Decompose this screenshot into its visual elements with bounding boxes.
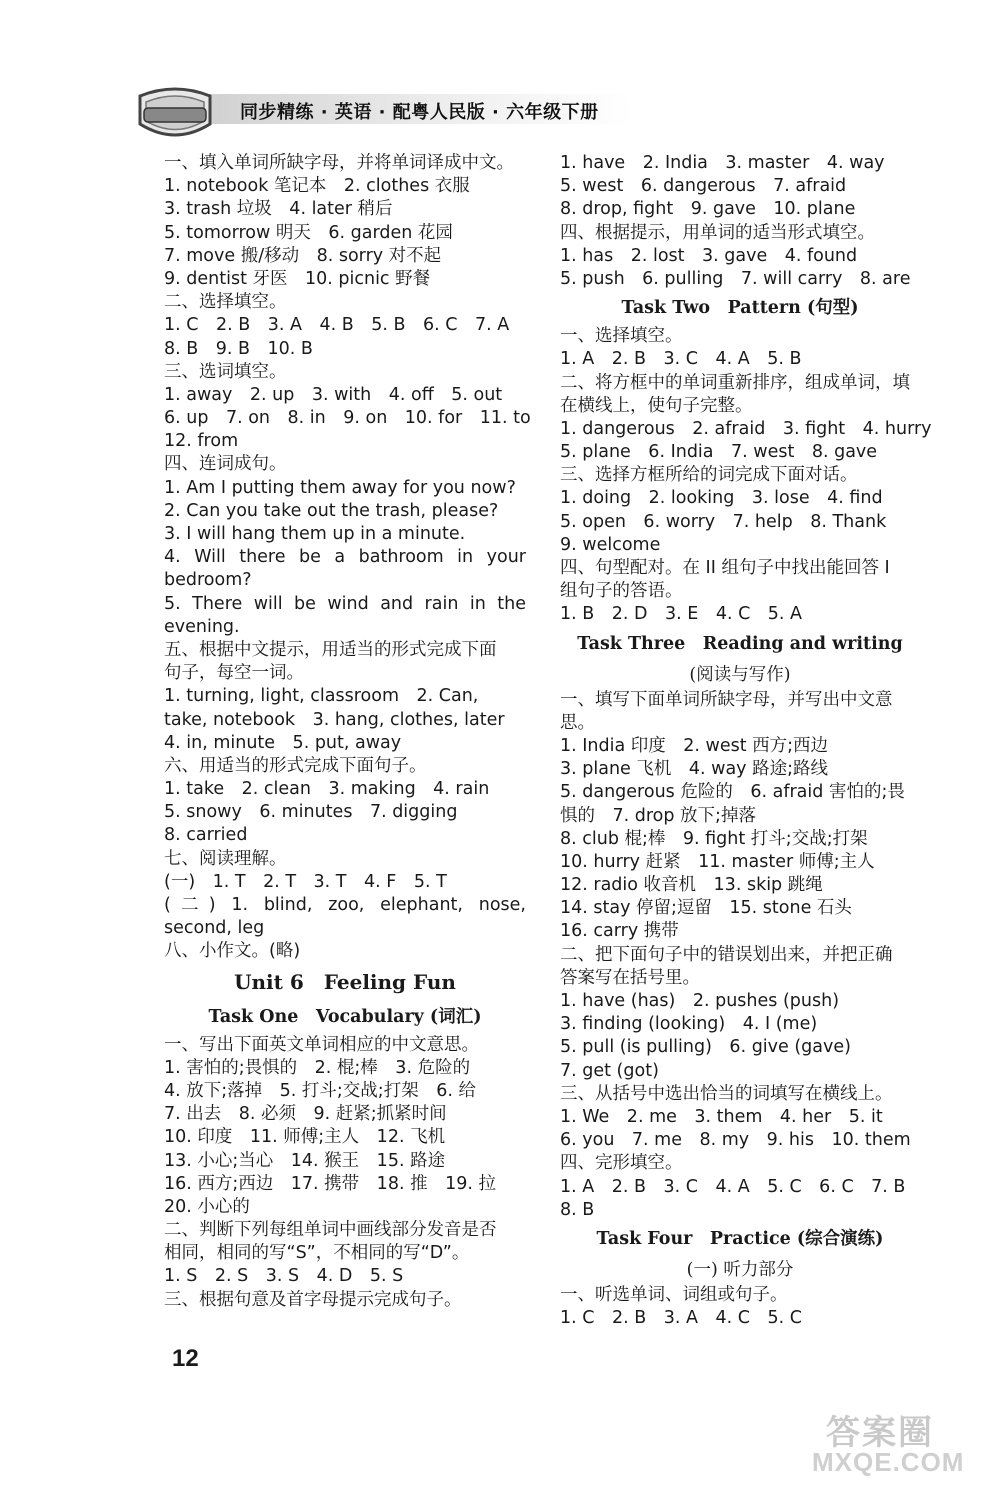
answer-line: 1. B 2. D 3. E 4. C 5. A [560, 604, 803, 625]
answer-line: 2. Can you take out the trash, please? [164, 500, 499, 521]
section-heading: 四、根据提示，用单词的适当形式填空。 [560, 222, 875, 243]
answer-line: 14. stay 停留;逗留 15. stone 石头 [560, 898, 852, 919]
section-heading: 三、根据句意及首字母提示完成句子。 [164, 1289, 462, 1310]
answer-line: 1. C 2. B 3. A 4. B 5. B 6. C 7. A [164, 315, 510, 336]
answer-line: 1. have (has) 2. pushes (push) [560, 991, 840, 1011]
task-subtitle: (阅读与写作) [689, 664, 791, 685]
answer-line: 12. radio 收音机 13. skip 跳绳 [560, 875, 823, 896]
section-heading: 四、完形填空。 [560, 1153, 683, 1174]
answer-line: 8. B [560, 1199, 595, 1220]
book-title: 同步精练 · 英语 · 配粤人民版 · 六年级下册 [240, 102, 599, 123]
section-heading: 一、填写下面单词所缺字母，并写出中文意 [560, 689, 893, 710]
section-heading: 六、用适当的形式完成下面句子。 [164, 755, 427, 776]
section-heading: 七、阅读理解。 [164, 848, 287, 869]
answer-line: 3. trash 垃圾 4. later 稍后 [164, 199, 393, 220]
site-watermark [800, 1405, 990, 1475]
answer-line: 16. carry 携带 [560, 921, 679, 942]
answer-line: (一) 1. T 2. T 3. T 4. F 5. T [164, 871, 447, 892]
task-title: Task Three Reading and writing [577, 633, 903, 654]
section-heading: 三、选词填空。 [164, 361, 287, 382]
section-heading: 二、将方框中的单词重新排序，组成单词，填 [560, 372, 910, 393]
watermark-url: MXQE.COM [812, 1447, 965, 1477]
answer-line: 1. has 2. lost 3. gave 4. found [560, 245, 858, 266]
answer-line: 10. hurry 赶紧 11. master 师傅;主人 [560, 851, 875, 872]
answer-line: 6. you 7. me 8. my 9. his 10. them [560, 1130, 911, 1151]
answer-line: 3. I will hang them up in a minute. [164, 524, 466, 544]
answer-line: 1. away 2. up 3. with 4. off 5. out [164, 384, 503, 405]
answer-line: 1. turning, light, classroom 2. Can, [164, 686, 479, 707]
answer-line: 4. Will there be a bathroom in your [164, 547, 526, 568]
answer-line: 1. India 印度 2. west 西方;西边 [560, 735, 829, 756]
answer-line: 8. club 棍;棒 9. fight 打斗;交战;打架 [560, 828, 868, 849]
section-heading: 一、填入单词所缺字母，并将单词译成中文。 [164, 153, 514, 173]
section-heading: 八、小作文。(略) [164, 941, 301, 962]
task-title: Task Two Pattern (句型) [621, 298, 859, 319]
answer-line: 1. take 2. clean 3. making 4. rain [164, 779, 490, 800]
answer-line: 1. C 2. B 3. A 4. C 5. C [560, 1308, 802, 1329]
answer-line: 5. tomorrow 明天 6. garden 花园 [164, 222, 453, 243]
answer-line: 5. There will be wind and rain in the [164, 593, 526, 614]
section-heading: 二、选择填空。 [164, 292, 287, 313]
section-heading: 思。 [560, 712, 595, 733]
answer-line: 16. 西方;西边 17. 携带 18. 推 19. 拉 [164, 1173, 496, 1194]
page-number: 12 [172, 1345, 199, 1372]
watermark-brand: 答案圈 [826, 1413, 934, 1453]
answer-line: (二) 1. blind, zoo, elephant, nose, [164, 895, 526, 915]
answer-line: 8. drop, fight 9. gave 10. plane [560, 199, 856, 220]
answer-line: 1. A 2. B 3. C 4. A 5. C 6. C 7. B [560, 1176, 906, 1197]
answer-line: 7. get (got) [560, 1060, 659, 1081]
right-column [560, 152, 932, 1330]
section-heading: 四、句型配对。在 II 组句子中找出能回答 I [560, 558, 890, 578]
answer-line: 1. 害怕的;畏惧的 2. 棍;棒 3. 危险的 [164, 1057, 471, 1078]
series-logo-badge [130, 84, 220, 144]
answer-line: 4. in, minute 5. put, away [164, 732, 402, 753]
section-heading: 一、选择填空。 [560, 326, 683, 347]
answer-line: second, leg [164, 918, 265, 939]
section-heading: 五、根据中文提示，用适当的形式完成下面 [164, 639, 497, 660]
answer-line: 5. pull (is pulling) 6. give (gave) [560, 1037, 851, 1058]
left-column [164, 152, 531, 1312]
answer-line: 3. plane 飞机 4. way 路途;路线 [560, 759, 828, 780]
answer-line: 5. west 6. dangerous 7. afraid [560, 176, 847, 197]
answer-line: 1. S 2. S 3. S 4. D 5. S [164, 1266, 404, 1287]
answer-line: 惧的 7. drop 放下;掉落 [560, 805, 756, 826]
section-heading: 二、把下面句子中的错误划出来，并把正确 [560, 944, 893, 965]
answer-line: 7. 出去 8. 必须 9. 赶紧;抓紧时间 [164, 1104, 447, 1125]
answer-line: 12. from [164, 431, 239, 452]
answer-line: 5. dangerous 危险的 6. afraid 害怕的;畏 [560, 782, 905, 803]
section-heading: 二、判断下列每组单词中画线部分发音是否 [164, 1220, 497, 1241]
task-title: Task One Vocabulary (词汇) [208, 1006, 482, 1027]
answer-line: 4. 放下;落掉 5. 打斗;交战;打架 6. 给 [164, 1080, 476, 1101]
answer-line: 10. 印度 11. 师傅;主人 12. 飞机 [164, 1127, 446, 1148]
section-heading: 四、连词成句。 [164, 454, 287, 475]
answer-line: evening. [164, 616, 240, 637]
section-heading: 一、写出下面英文单词相应的中文意思。 [164, 1034, 479, 1055]
answer-line: 1. have 2. India 3. master 4. way [560, 153, 885, 173]
answer-line: 1. We 2. me 3. them 4. her 5. it [560, 1106, 883, 1127]
answer-line: 8. carried [164, 825, 248, 846]
answer-line: 1. A 2. B 3. C 4. A 5. B [560, 349, 802, 370]
answer-line: 13. 小心;当心 14. 猴王 15. 路途 [164, 1150, 446, 1171]
answer-line: 1. doing 2. looking 3. lose 4. find [560, 488, 883, 509]
answer-line: 7. move 搬/移动 8. sorry 对不起 [164, 245, 442, 266]
answer-line: 8. B 9. B 10. B [164, 338, 313, 359]
answer-line: 1. notebook 笔记本 2. clothes 衣服 [164, 176, 470, 197]
answer-line: 6. up 7. on 8. in 9. on 10. for 11. to [164, 408, 531, 429]
section-heading: 三、从括号中选出恰当的词填写在横线上。 [560, 1083, 893, 1104]
answer-line: 9. welcome [560, 534, 661, 555]
answer-line: 5. push 6. pulling 7. will carry 8. are [560, 268, 911, 289]
answer-line: bedroom? [164, 570, 252, 591]
section-heading: 在横线上，使句子完整。 [560, 395, 753, 416]
section-heading: 答案写在括号里。 [560, 967, 700, 988]
answer-line: 5. plane 6. India 7. west 8. gave [560, 442, 878, 463]
task-subtitle: (一) 听力部分 [686, 1259, 794, 1280]
section-heading: 一、听选单词、词组或句子。 [560, 1284, 788, 1305]
unit-title: Unit 6 Feeling Fun [234, 969, 456, 994]
section-heading: 三、选择方框所给的词完成下面对话。 [560, 465, 858, 486]
task-title: Task Four Practice (综合演练) [596, 1228, 884, 1249]
answer-line: 5. snowy 6. minutes 7. digging [164, 802, 458, 823]
running-header [130, 84, 640, 128]
answer-line: 5. open 6. worry 7. help 8. Thank [560, 511, 887, 532]
answer-line: take, notebook 3. hang, clothes, later [164, 709, 505, 730]
answer-line: 1. Am I putting them away for you now? [164, 477, 516, 498]
section-heading: 组句子的答语。 [560, 581, 683, 602]
answer-line: 3. finding (looking) 4. I (me) [560, 1014, 818, 1035]
answer-line: 1. dangerous 2. afraid 3. fight 4. hurry [560, 418, 932, 439]
section-heading: 相同，相同的写“S”，不相同的写“D”。 [164, 1243, 470, 1264]
answer-line: 20. 小心的 [164, 1196, 250, 1217]
section-heading: 句子，每空一词。 [164, 663, 304, 684]
answer-line: 9. dentist 牙医 10. picnic 野餐 [164, 268, 431, 289]
